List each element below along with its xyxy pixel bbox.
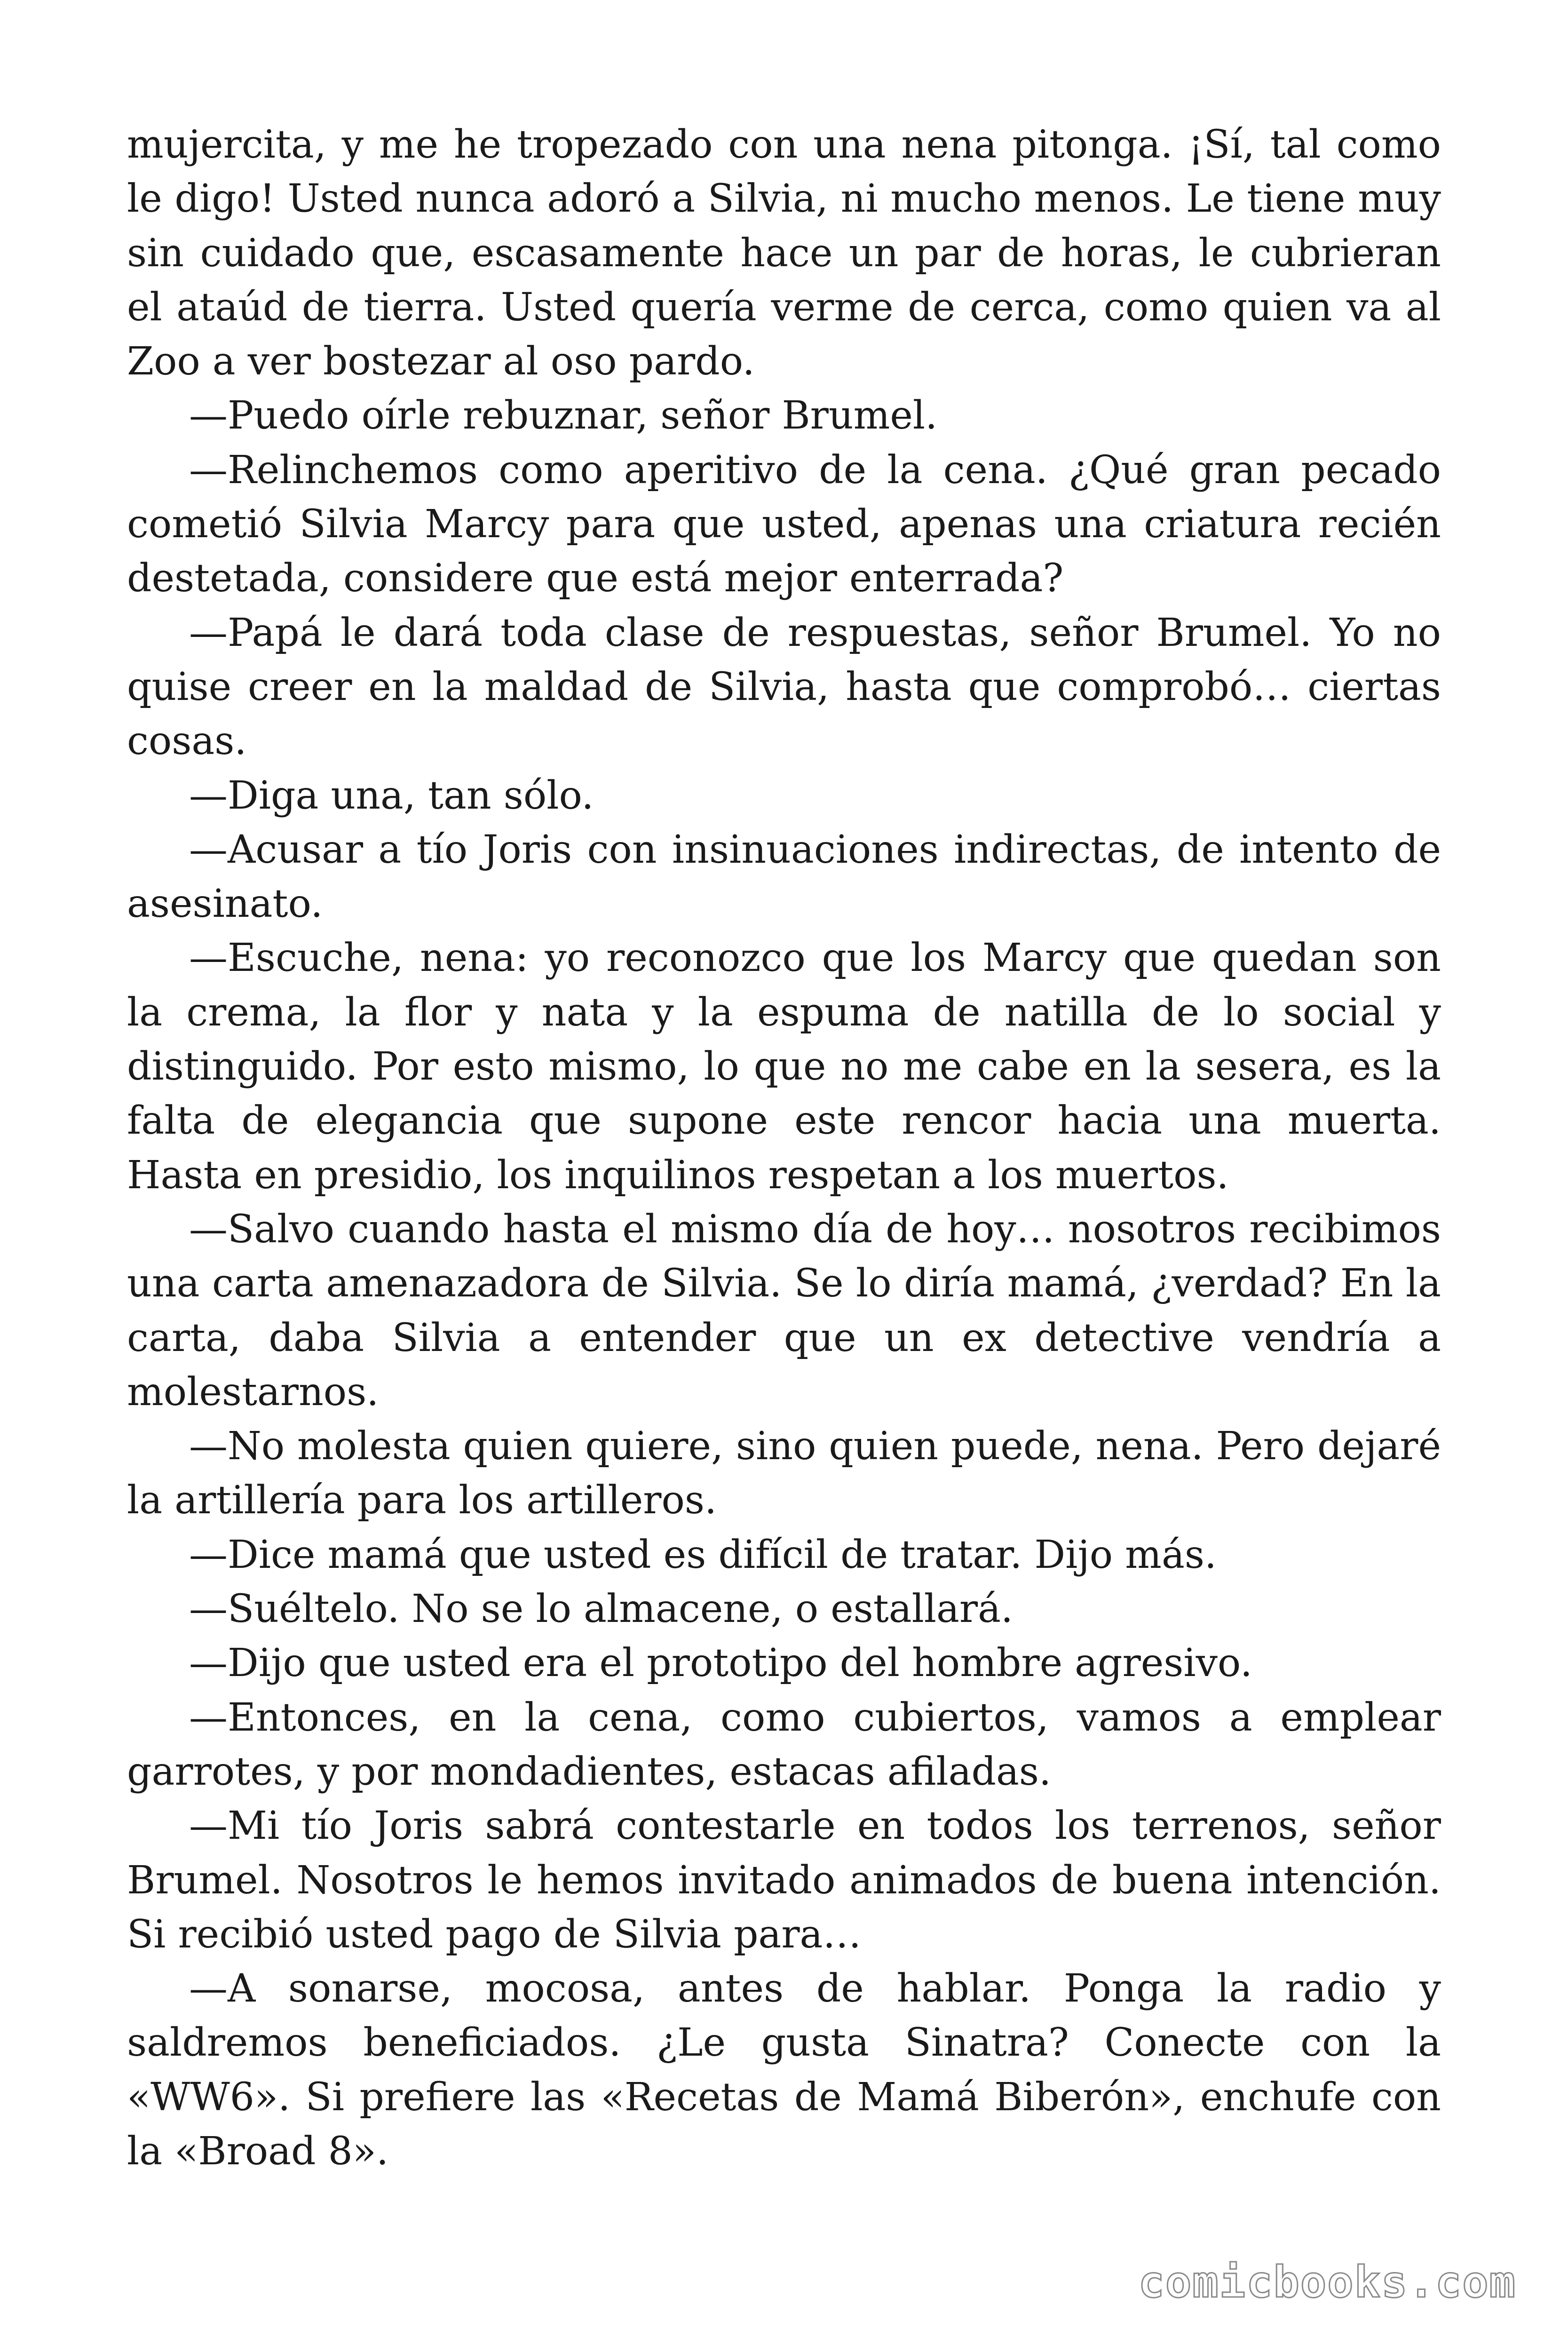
dialogue-paragraph: —Escuche, nena: yo reconozco que los Marcy que quedan son la crema, la flor y nata y la espuma de natilla de lo social y distinguido. Por esto mismo, lo que no me cabe en la sesera, es la falta de elegancia que supone este rencor hacia una muerta. Hasta en presidio, los inquilinos respetan a los muertos. xyxy=(127,936,1441,1198)
dialogue-paragraph: —Dice mamá que usted es difícil de tratar. Dijo más. xyxy=(189,1532,1217,1577)
dialogue-paragraph: —Puedo oírle rebuznar, señor Brumel. xyxy=(189,393,938,438)
dialogue-paragraph: —Salvo cuando hasta el mismo día de hoy… nosotros recibimos una carta amenazadora de Silvia. Se lo diría mamá, ¿verdad? En la carta, daba Silvia a entender que un ex detective vendría a molestarnos. xyxy=(127,1207,1441,1414)
dialogue-paragraph: —Relinchemos como aperitivo de la cena. ¿Qué gran pecado cometió Silvia Marcy para que usted, apenas una criatura recién destetada, considere que está mejor enterrada? xyxy=(127,447,1441,601)
dialogue-paragraph: —Papá le dará toda clase de respuestas, señor Brumel. Yo no quise creer en la maldad de Silvia, hasta que comprobó… ciertas cosas. xyxy=(127,610,1441,764)
dialogue-paragraph: —Diga una, tan sólo. xyxy=(189,773,594,818)
dialogue-paragraph: —No molesta quien quiere, sino quien puede, nena. Pero dejaré la artillería para los artilleros. xyxy=(127,1424,1441,1523)
dialogue-paragraph: —A sonarse, mocosa, antes de hablar. Ponga la radio y saldremos beneficiados. ¿Le gusta Sinatra? Conecte con la «WW6». Si prefiere las «Recetas de Mamá Biberón», enchufe con la «Broad 8». xyxy=(127,1966,1441,2174)
dialogue-paragraph: —Suéltelo. No se lo almacene, o estallará. xyxy=(189,1587,1014,1632)
dialogue-paragraph: —Entonces, en la cena, como cubiertos, vamos a emplear garrotes, y por mondadientes, estacas afiladas. xyxy=(127,1695,1441,1794)
watermark: comicbooks.com xyxy=(1138,2257,1516,2307)
dialogue-paragraph: —Acusar a tío Joris con insinuaciones indirectas, de intento de asesinato. xyxy=(127,827,1441,927)
dialogue-paragraph: —Dijo que usted era el prototipo del hombre agresivo. xyxy=(189,1641,1252,1686)
dialogue-paragraph: —Mi tío Joris sabrá contestarle en todos los terrenos, señor Brumel. Nosotros le hemos invitado animados de buena intención. Si recibió usted pago de Silvia para… xyxy=(127,1804,1441,1957)
book-page-text xyxy=(127,118,1441,2178)
paragraph-continuation: mujercita, y me he tropezado con una nena pitonga. ¡Sí, tal como le digo! Usted nunca adoró a Silvia, ni mucho menos. Le tiene muy sin cuidado que, escasamente hace un par de horas, le cubrieran el ataúd de tierra. Usted quería verme de cerca, como quien va al Zoo a ver bostezar al oso pardo. xyxy=(127,122,1441,384)
